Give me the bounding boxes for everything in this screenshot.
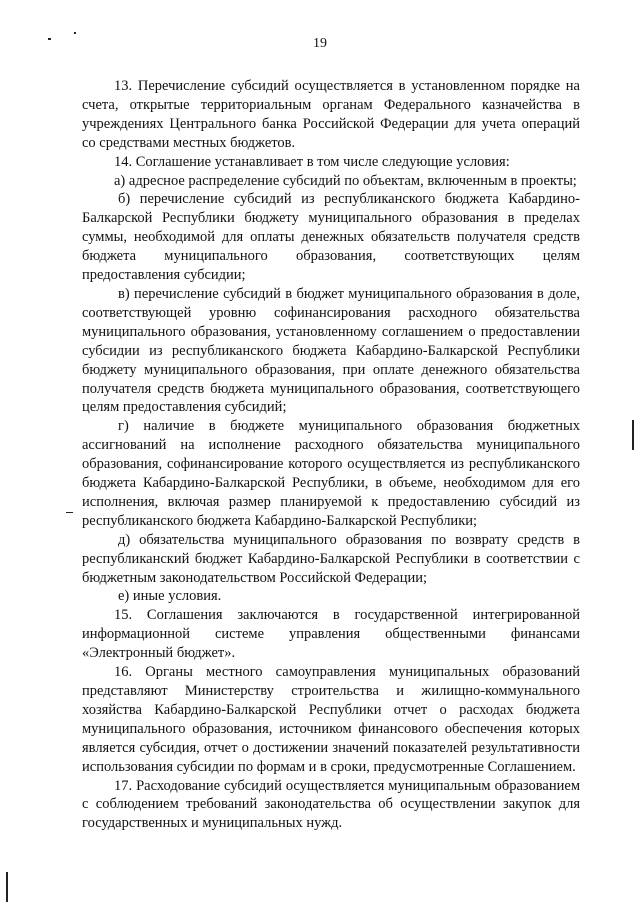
document-body [82,77,580,833]
list-item-e: е) иные условия. [118,588,222,605]
scan-line-left-margin-bottom [6,872,8,902]
list-item-d: д) обязательства муниципального образования по возврату средств в республиканский бюджет Кабардино-Балкарской Республики в соответствии с бюджетным законодательством Российской Федерации; [82,531,580,586]
paragraph-15: 15. Соглашения заключаются в государственной интегрированной информационной системе управления общественными финансами «Электронный бюджет». [82,607,580,662]
paragraph-16: 16. Органы местного самоуправления муниципальных образований представляют Министерству строительства и жилищно-коммунального хозяйства Кабардино-Балкарской Республики отчет о расходах бюджета муниципального образования, источником финансового обеспечения которых является субсидия, отчет о достижении значений показателей результативности использования субсидии по формам и в сроки, предусмотренные Соглашением. [82,664,580,775]
scan-speck-top-left [48,38,51,40]
list-item-a: а) адресное распределение субсидий по объектам, включенным в проекты; [114,172,577,189]
paragraph-14: 14. Соглашение устанавливает в том числе следующие условия: [114,153,510,170]
list-item-v: в) перечисление субсидий в бюджет муниципального образования в доле, соответствующей уровню софинансирования расходного обязательства муниципального образования, установленному соглашением о предоставлении субсидии из республиканского бюджета Кабардино-Балкарской Республики бюджету муниципального образования, при оплате денежного обязательства получателя средств бюджета муниципального образования, соответствующего целям предоставления субсидий; [82,285,580,416]
paragraph-13: 13. Перечисление субсидий осуществляется в установленном порядке на счета, открытые территориальным органам Федерального казначейства в учреждениях Центрального банка Российской Федерации для учета операций со средствами местных бюджетов. [82,78,580,151]
scan-line-right-margin [632,420,634,450]
list-item-g: г) наличие в бюджете муниципального образования бюджетных ассигнований на исполнение расходного обязательства муниципального образования, софинансирование которого осуществляется из республиканского бюджета Кабардино-Балкарской Республики, в объеме, необходимом для его исполнения, включая размер планируемой к предоставлению субсидий из республиканского бюджета Кабардино-Балкарской Республики; [82,418,580,529]
scan-speck-top-left-2 [74,32,76,34]
list-item-b: б) перечисление субсидий из республиканского бюджета Кабардино-Балкарской Республики бюджету муниципального образования в пределах суммы, необходимой для оплаты денежных обязательств получателя средств бюджета муниципального образования, соответствующих целям предоставления субсидии; [82,191,580,284]
scan-dash-left [66,512,73,513]
paragraph-17: 17. Расходование субсидий осуществляется муниципальным образованием с соблюдением требований законодательства об осуществлении закупок для государственных и муниципальных нужд. [82,777,580,832]
page-number: 19 [313,36,327,51]
